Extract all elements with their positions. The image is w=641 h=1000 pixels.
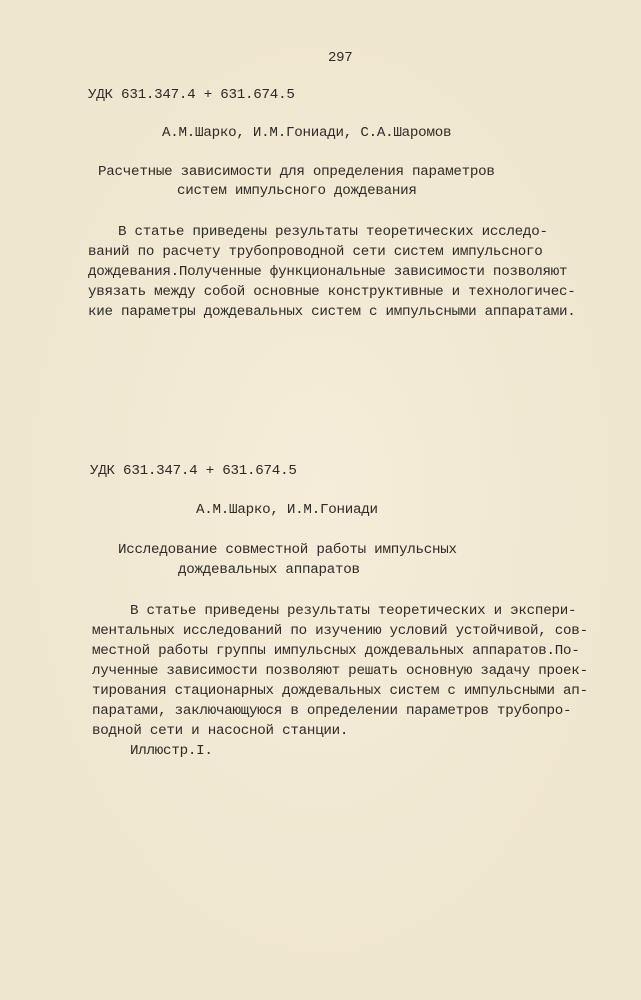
article-2-abstract-line-2: ментальных исследований по изучению условий устойчивой, сов- xyxy=(92,623,588,639)
article-1-abstract-line-2: ваний по расчету трубопроводной сети систем импульсного xyxy=(88,244,543,260)
article-1-title-line-1: Расчетные зависимости для определения параметров xyxy=(98,164,495,180)
article-2-title-line-1: Исследование совместной работы импульсных xyxy=(118,542,457,558)
article-2-udc: УДК 631.347.4 + 631.674.5 xyxy=(90,463,297,479)
article-2-abstract-line-7: водной сети и насосной станции. xyxy=(92,723,349,739)
article-1-abstract-line-4: увязать между собой основные конструктивные и технологичес- xyxy=(88,284,576,300)
article-2-authors: А.М.Шарко, И.М.Гониади xyxy=(196,502,378,518)
article-2-abstract-line-5: тирования стационарных дождевальных систем с импульсными ап- xyxy=(92,683,588,699)
article-1-udc: УДК 631.347.4 + 631.674.5 xyxy=(88,87,295,103)
article-1-title-line-2: систем импульсного дождевания xyxy=(177,183,417,199)
article-1-abstract-line-1: В статье приведены результаты теоретических исследо- xyxy=(118,224,548,240)
page-number: 297 xyxy=(328,50,353,66)
article-1-abstract-line-3: дождевания.Полученные функциональные зависимости позволяют xyxy=(88,264,568,280)
article-2-illustrations: Иллюстр.I. xyxy=(130,743,213,759)
article-1-authors: А.М.Шарко, И.М.Гониади, С.А.Шаромов xyxy=(162,125,452,141)
article-2-abstract-line-3: местной работы группы импульсных дождевальных аппаратов.По- xyxy=(92,643,580,659)
article-1-abstract-line-5: кие параметры дождевальных систем с импульсными аппаратами. xyxy=(88,304,576,320)
article-2-abstract-line-6: паратами, заключающуюся в определении параметров трубопро- xyxy=(92,703,572,719)
article-2-abstract-line-1: В статье приведены результаты теоретических и экспери- xyxy=(130,603,577,619)
article-2-title-line-2: дождевальных аппаратов xyxy=(178,562,360,578)
article-2-abstract-line-4: лученные зависимости позволяют решать основную задачу проек- xyxy=(92,663,588,679)
